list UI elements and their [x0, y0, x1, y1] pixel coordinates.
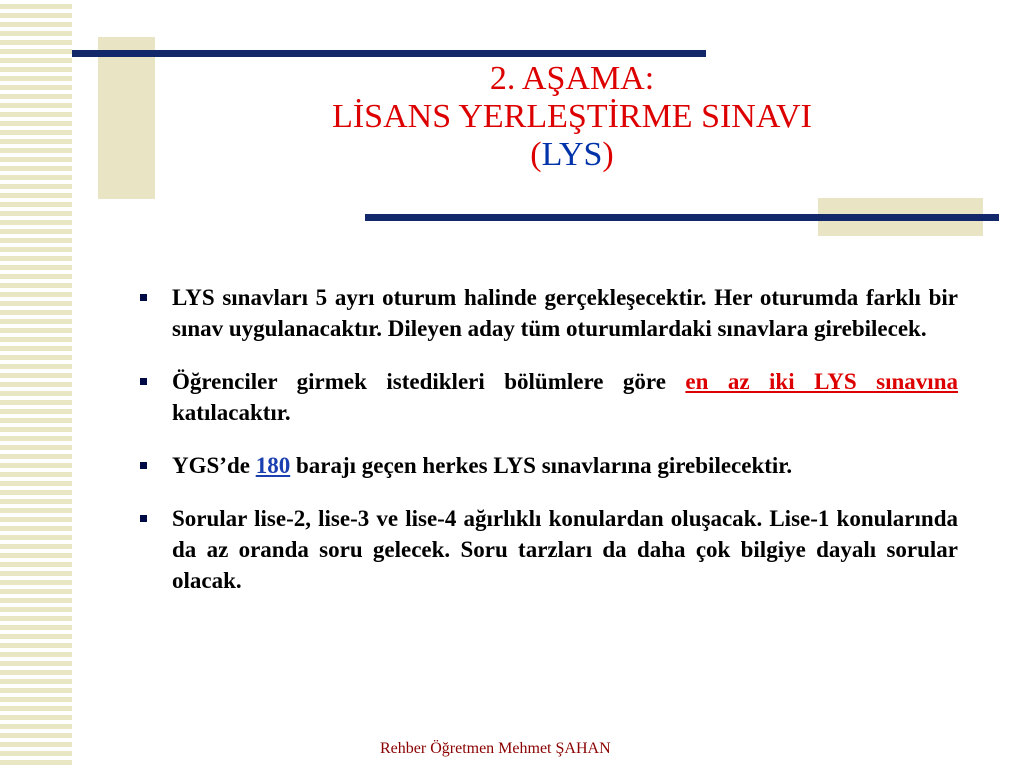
highlight-number: 180	[255, 453, 291, 478]
bullet-item	[140, 503, 958, 596]
decorative-stripes	[0, 0, 72, 768]
bullet-text: Sorular lise-2, lise-3 ve lise-4 ağırlıklı konulardan oluşacak. Lise-1 konularında da az oranda soru gelecek. Soru tarzları da daha çok bilgiye dayalı sorular olacak.	[172, 506, 958, 593]
slide-title	[212, 60, 932, 174]
square-bullet-icon	[140, 294, 147, 301]
title-rule-top	[72, 50, 706, 57]
square-bullet-icon	[140, 462, 147, 469]
slide-footer: Rehber Öğretmen Mehmet ŞAHAN	[380, 740, 611, 757]
title-line-1: 2. AŞAMA:	[489, 60, 655, 97]
bullet-item	[140, 450, 958, 481]
bullet-text: katılacaktır.	[172, 400, 291, 425]
title-paren-close: )	[602, 136, 614, 173]
bullet-text: YGS’de	[172, 453, 256, 478]
highlight-text: en az iki LYS sınavına	[685, 369, 958, 394]
title-line-3	[212, 136, 932, 174]
bullet-list	[140, 282, 958, 618]
bullet-text: barajı geçen herkes LYS sınavlarına girebilecektir.	[290, 453, 793, 478]
title-paren-open: (	[530, 136, 542, 173]
square-bullet-icon	[140, 515, 147, 522]
bullet-text: Öğrenciler girmek istedikleri bölümlere göre	[172, 369, 686, 394]
title-rule-bottom	[365, 214, 999, 221]
square-bullet-icon	[140, 378, 147, 385]
bullet-item	[140, 366, 958, 428]
title-abbr: LYS	[541, 136, 603, 173]
decor-block-left	[98, 37, 155, 199]
bullet-item	[140, 282, 958, 344]
bullet-text: LYS sınavları 5 ayrı oturum halinde gerçekleşecektir. Her oturumda farklı bir sınav uygulanacaktır. Dileyen aday tüm oturumlardaki sınavlara girebilecek.	[172, 285, 958, 341]
title-line-2: LİSANS YERLEŞTİRME SINAVI	[332, 98, 812, 135]
